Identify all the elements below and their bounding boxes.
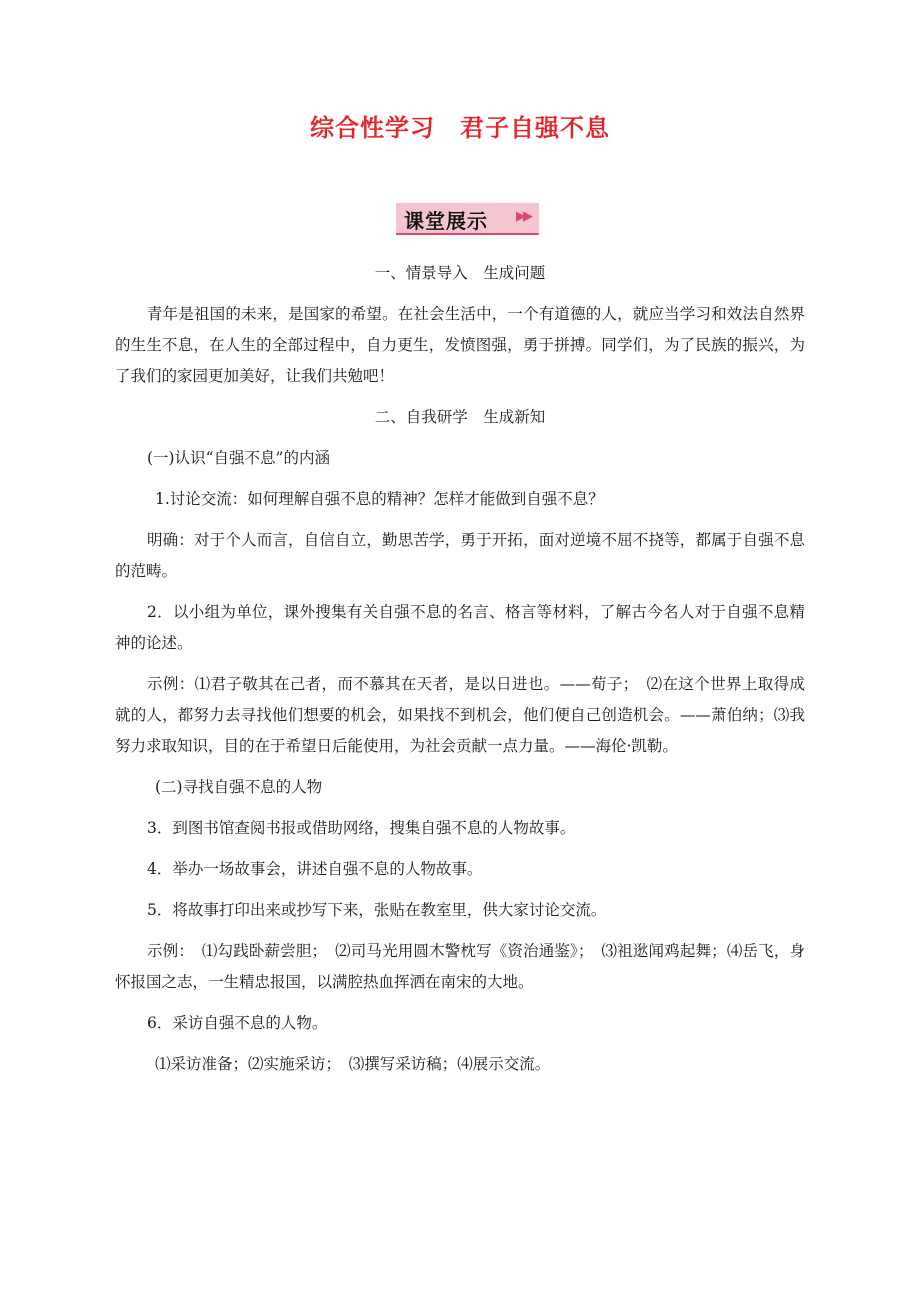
document-body xyxy=(115,258,805,1090)
banner-label: 课堂展示 xyxy=(404,209,488,233)
answer-1: 明确：对于个人而言，自信自立，勤思苦学，勇于开拓，面对逆境不屈不挠等，都属于自强不息的范畴。 xyxy=(115,531,805,580)
subsection-heading-1: (一)认识“自强不息”的内涵 xyxy=(147,449,330,467)
question-4: 4．举办一场故事会，讲述自强不息的人物故事。 xyxy=(147,860,483,878)
example-1: 示例：⑴君子敬其在己者，而不慕其在天者，是以日进也。——荀子； ⑵在这个世界上取得成就的人，都努力去寻找他们想要的机会，如果找不到机会，他们便自己创造机会。——萧伯纳；⑶我努力求取知识，目的在于希望日后能使用，为社会贡献一点力量。——海伦·凯勒。 xyxy=(115,675,805,755)
section-banner xyxy=(396,203,539,235)
question-3: 3．到图书馆查阅书报或借助网络，搜集自强不息的人物故事。 xyxy=(147,819,576,837)
example-2: 示例： ⑴勾践卧薪尝胆； ⑵司马光用圆木警枕写《资治通鉴》； ⑶祖逖闻鸡起舞；⑷岳飞，身怀报国之志，一生精忠报国，以满腔热血挥洒在南宋的大地。 xyxy=(115,942,805,991)
intro-paragraph: 青年是祖国的未来，是国家的希望。在社会生活中，一个有道德的人，就应当学习和效法自然界的生生不息，在人生的全部过程中，自力更生，发愤图强，勇于拼搏。同学们，为了民族的振兴，为了我们的家园更加美好，让我们共勉吧！ xyxy=(115,305,805,385)
interview-steps: ⑴采访准备；⑵实施采访； ⑶撰写采访稿；⑷展示交流。 xyxy=(155,1055,551,1073)
question-6: 6．采访自强不息的人物。 xyxy=(147,1014,328,1032)
section-heading-1: 一、情景导入 生成问题 xyxy=(374,264,546,282)
question-1: 1.讨论交流：如何理解自强不息的精神？怎样才能做到自强不息？ xyxy=(155,490,604,508)
question-5: 5．将故事打印出来或抄写下来，张贴在教室里，供大家讨论交流。 xyxy=(147,901,607,919)
section-heading-2: 二、自我研学 生成新知 xyxy=(374,408,546,426)
double-chevron-right-icon: ▶▶ xyxy=(516,209,530,224)
page-title: 综合性学习 君子自强不息 xyxy=(310,114,610,142)
question-2: 2．以小组为单位，课外搜集有关自强不息的名言、格言等材料，了解古今名人对于自强不息精神的论述。 xyxy=(115,603,805,652)
subsection-heading-2: (二)寻找自强不息的人物 xyxy=(155,778,323,796)
